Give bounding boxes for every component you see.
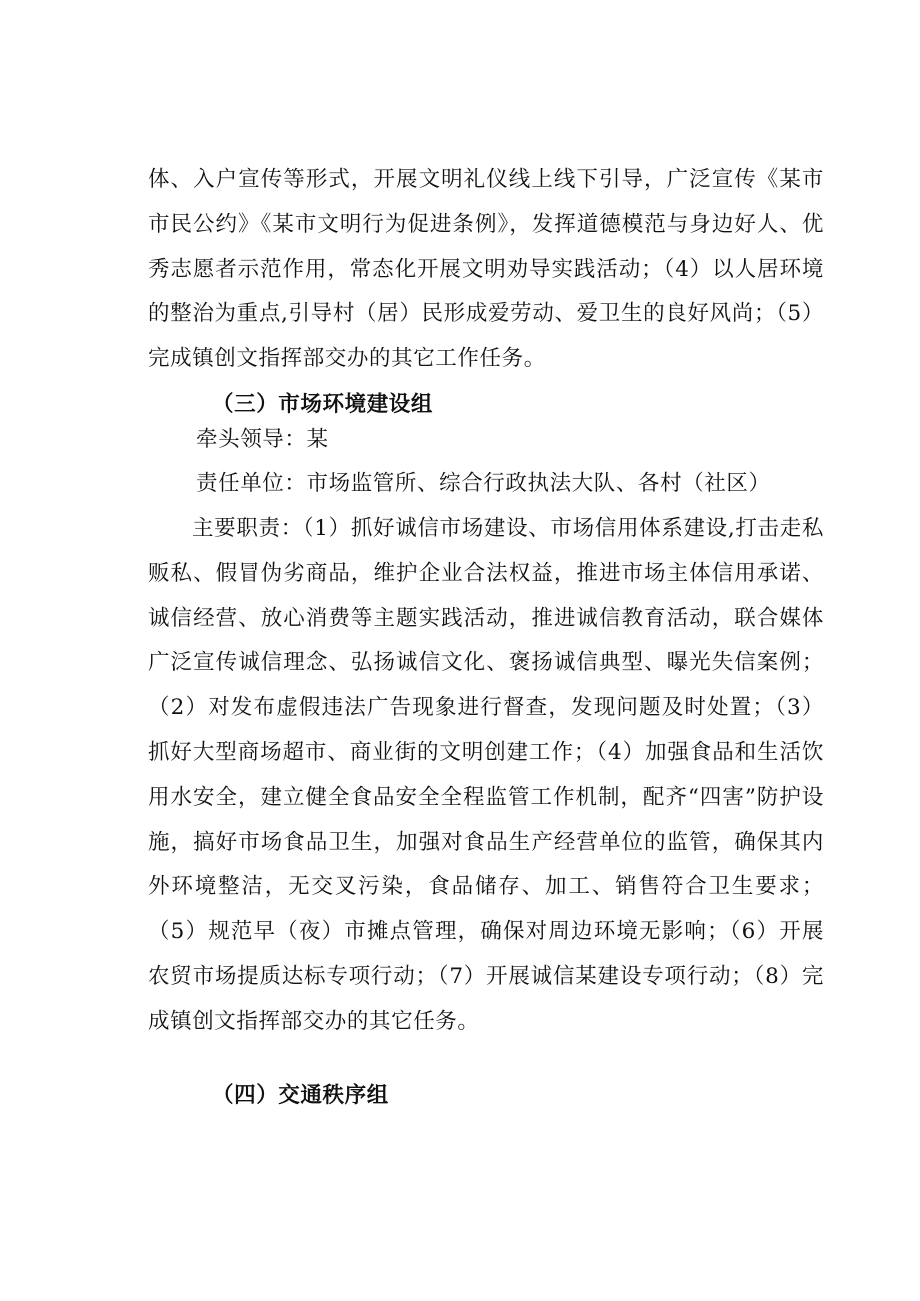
lead-leader-line: 牵头领导：某	[196, 427, 329, 452]
section-heading-traffic-order: （四）交通秩序组	[212, 1083, 389, 1108]
paragraph-continuation: 体、入户宣传等形式，开展文明礼仪线上线下引导，广泛宣传《某市市民公约》《某市文明行为促进条例》，发挥道德模范与身边好人、优秀志愿者示范作用，常态化开展文明劝导实践活动；（4）以人居环境的整治为重点,引导村（居）民形成爱劳动、爱卫生的良好风尚；（5）完成镇创文指挥部交办的其它工作任务。	[148, 167, 824, 372]
section-heading-market-environment: （三）市场环境建设组	[212, 392, 434, 417]
main-duties-paragraph: 主要职责：（1）抓好诚信市场建设、市场信用体系建设,打击走私贩私、假冒伪劣商品，维护企业合法权益，推进市场主体信用承诺、诚信经营、放心消费等主题实践活动，推进诚信教育活动，联合媒体广泛宣传诚信理念、弘扬诚信文化、褒扬诚信典型、曝光失信案例；（2）对发布虚假违法广告现象进行督查，发现问题及时处置；（3）抓好大型商场超市、商业街的文明创建工作；（4）加强食品和生活饮用水安全，建立健全食品安全全程监管工作机制，配齐“四害”防护设施，搞好市场食品卫生，加强对食品生产经营单位的监管，确保其内外环境整洁，无交叉污染，食品储存、加工、销售符合卫生要求；（5）规范早（夜）市摊点管理，确保对周边环境无影响；（6）开展农贸市场提质达标专项行动；（7）开展诚信某建设专项行动；（8）完成镇创文指挥部交办的其它任务。	[148, 516, 824, 1034]
responsible-units-line: 责任单位：市场监管所、综合行政执法大队、各村（社区）	[196, 471, 771, 496]
